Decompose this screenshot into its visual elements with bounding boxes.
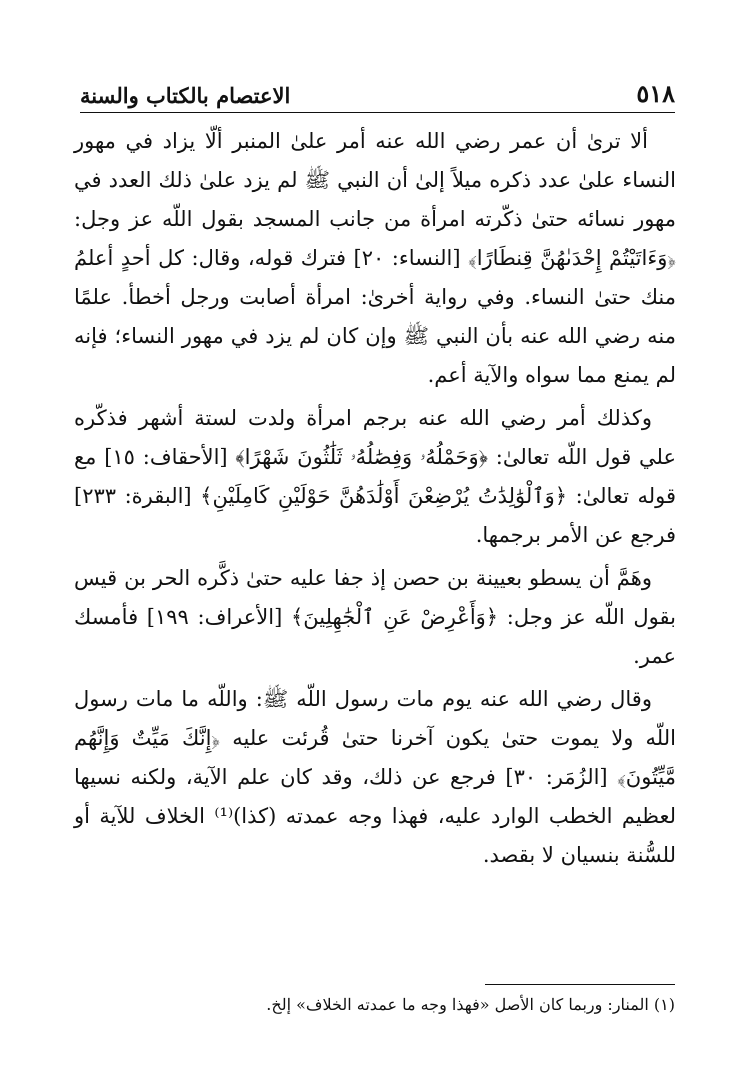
page-body [74,122,676,875]
paragraph-3: وهَمَّ أن يسطو بعيينة بن حصن إذ جفا عليه حتىٰ ذكَّره الحر بن قيس بقول اللّه عز وجل: ﴿وَأَعْرِضْ عَنِ ٱلْجَٰهِلِينَ﴾ [الأعراف: ١٩٩] فأمسك عمر. [74,566,676,668]
footnote-divider [485,984,675,985]
paragraph-1: ألا ترىٰ أن عمر رضي الله عنه أمر علىٰ المنبر ألّا يزاد في مهور النساء علىٰ عدد ذكره ميلاً إلىٰ أن النبي ﷺ لم يزد علىٰ ذلك العدد في مهور نسائه حتىٰ ذكّرته امرأة من جانب المسجد بقول اللّه عز وجل: ﴿وَءَاتَيْتُمْ إِحْدَىٰهُنَّ قِنطَارًا﴾ [النساء: ٢٠] فترك قوله، وقال: كل أحدٍ أعلمُ منك حتىٰ النساء. وفي رواية أخرىٰ: امرأة أصابت ورجل أخطأ. علمًا منه رضي الله عنه بأن النبي ﷺ وإن كان لم يزد في مهور النساء؛ فإنه لم يمنع مما سواه والآية أعم. [74,129,676,387]
paragraph-2: وكذلك أمر رضي الله عنه برجم امرأة ولدت لستة أشهر فذكّره علي قول اللّه تعالىٰ: ﴿وَحَمْلُهُۥ وَفِصَٰلُهُۥ ثَلَٰثُونَ شَهْرًا﴾ [الأحقاف: ١٥] مع قوله تعالىٰ: ﴿وَٱلْوَٰلِدَٰتُ يُرْضِعْنَ أَوْلَٰدَهُنَّ حَوْلَيْنِ كَامِلَيْنِ﴾ [البقرة: ٢٣٣] فرجع عن الأمر برجمها. [74,406,677,547]
page-header [80,68,675,113]
paragraph-4: وقال رضي الله عنه يوم مات رسول اللّه ﷺ: واللّه ما مات رسول اللّه ولا يموت حتىٰ يكون آخرنا حتىٰ قُرئت عليه ﴿إِنَّكَ مَيِّتٌ وَإِنَّهُم مَّيِّتُونَ﴾ [الزُمَر: ٣٠] فرجع عن ذلك، وقد كان علم الآية، ولكنه نسيها لعظيم الخطب الوارد عليه، فهذا وجه عمدته (كذا)⁽¹⁾ الخلاف للآية أو للسُّنة بنسيان لا بقصد. [74,687,676,867]
footnote: (١) المنار: وربما كان الأصل «فهذا وجه ما عمدته الخلاف» إلخ. [266,995,675,1014]
running-title: الاعتصام بالكتاب والسنة [80,83,291,108]
page-number: ٥١٨ [636,79,675,108]
